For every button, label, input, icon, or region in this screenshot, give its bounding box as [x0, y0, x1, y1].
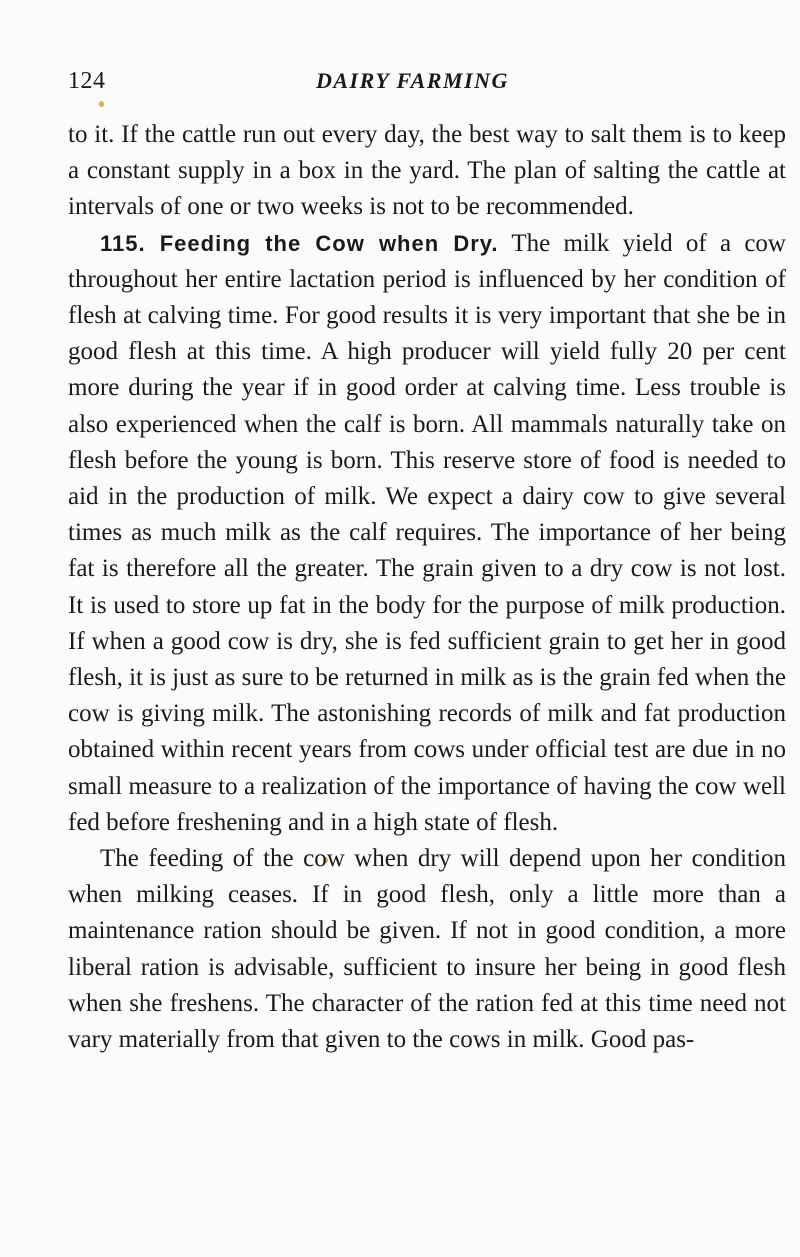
continued-paragraph: to it. If the cattle run out every day, the best way to salt them is to keep a constant supply in a box in the yard. The plan of salting the cattle at intervals of one or two weeks is not to be recommended. [68, 121, 786, 221]
running-title: DAIRY FARMING [316, 68, 509, 93]
section-text: The milk yield of a cow throughout her entire lactation period is influenced by her condition of flesh at calving time. For good results it is very important that she be in good flesh at this time. A high producer will yield fully 20 per cent more during the year if in good order at calving time. Less trouble is also experienced when the calf is born. All mammals naturally take on flesh before the young is born. This reserve store of food is needed to aid in the production of milk. We expect a dairy cow to give several times as much milk as the calf requires. The importance of her being fat is therefore all the greater. The grain given to a dry cow is not lost. It is used to store up fat in the body for the purpose of milk production. If when a good cow is dry, she is fed sufficient grain to get her in good flesh, it is just as sure to be returned in milk as is the grain fed when the cow is giving milk. The astonishing records of milk and fat production obtained within recent years from cows under official test are due in no small measure to a realization of the importance of having the cow well fed before freshening and in a high state of flesh. [68, 229, 786, 836]
page-number: 124 [68, 68, 106, 94]
body-text [68, 117, 786, 1058]
running-head [68, 68, 784, 100]
section-paragraph [68, 226, 786, 841]
print-speck-top [99, 101, 104, 107]
section-heading: 115. Feeding the Cow when Dry. [100, 230, 499, 256]
paragraph: The feeding of the cow when dry will depend upon her condition when milking ceases. If in good flesh, only a little more than a maintenance ration should be given. If not in good condition, a more liberal ration is advisable, sufficient to insure her being in good flesh when she freshens. The character of the ration fed at this time need not vary materially from that given to the cows in milk. Good pas- [68, 845, 786, 1054]
